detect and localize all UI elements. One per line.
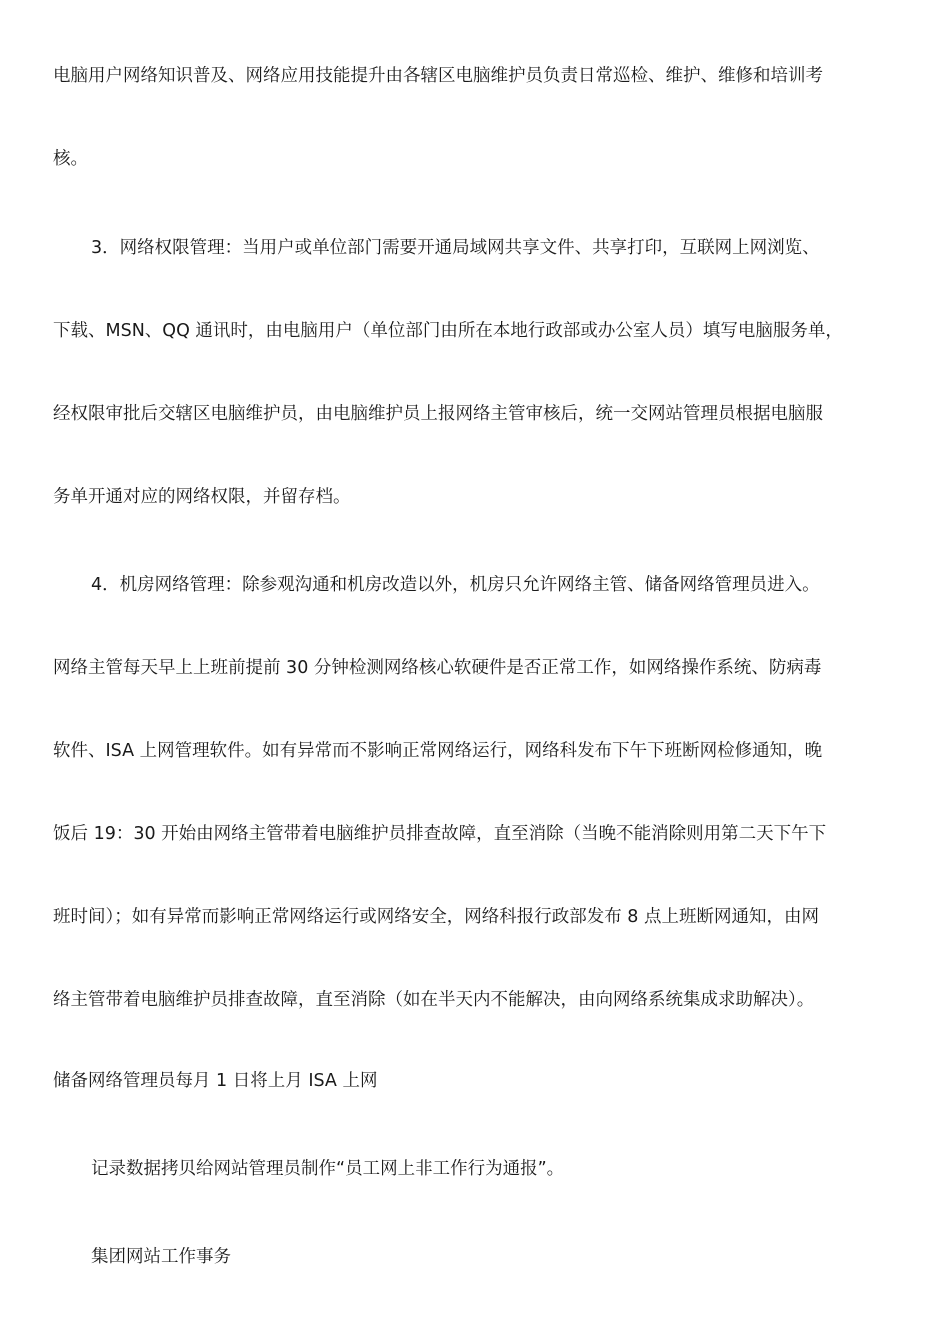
section-4-heading-line: 4．机房网络管理：除参观沟通和机房改造以外，机房只允许网络主管、储备网络管理员进入。 bbox=[91, 575, 820, 595]
text-line-13: 储备网络管理员每月 1 日将上月 ISA 上网 bbox=[53, 1071, 378, 1091]
text-line-14: 记录数据拷贝给网站管理员制作“员工网上非工作行为通报”。 bbox=[91, 1159, 565, 1179]
text-line-6: 务单开通对应的网络权限，并留存档。 bbox=[53, 487, 351, 507]
section-heading-group-website: 集团网站工作事务 bbox=[91, 1247, 231, 1267]
section-3-heading-line: 3．网络权限管理：当用户或单位部门需要开通局域网共享文件、共享打印，互联网上网浏览、 bbox=[91, 238, 820, 258]
text-line-12: 络主管带着电脑维护员排查故障，直至消除（如在半天内不能解决，由向网络系统集成求助解决）。 bbox=[53, 990, 815, 1010]
text-line-8: 网络主管每天早上上班前提前 30 分钟检测网络核心软硬件是否正常工作，如网络操作系统、防病毒 bbox=[53, 658, 822, 678]
text-line-2: 核。 bbox=[53, 149, 88, 169]
text-line-9: 软件、ISA 上网管理软件。如有异常而不影响正常网络运行，网络科发布下午下班断网检修通知，晚 bbox=[53, 741, 823, 761]
text-line-5: 经权限审批后交辖区电脑维护员，由电脑维护员上报网络主管审核后，统一交网站管理员根据电脑服 bbox=[53, 404, 823, 424]
text-line-1: 电脑用户网络知识普及、网络应用技能提升由各辖区电脑维护员负责日常巡检、维护、维修和培训考 bbox=[53, 66, 823, 86]
text-line-4: 下载、MSN、QQ 通讯时，由电脑用户（单位部门由所在本地行政部或办公室人员）填写电脑服务单， bbox=[53, 321, 843, 341]
text-line-11: 班时间）；如有异常而影响正常网络运行或网络安全，网络科报行政部发布 8 点上班断网通知，由网 bbox=[53, 907, 820, 927]
text-line-10: 饭后 19：30 开始由网络主管带着电脑维护员排查故障，直至消除（当晚不能消除则用第二天下午下 bbox=[53, 824, 827, 844]
